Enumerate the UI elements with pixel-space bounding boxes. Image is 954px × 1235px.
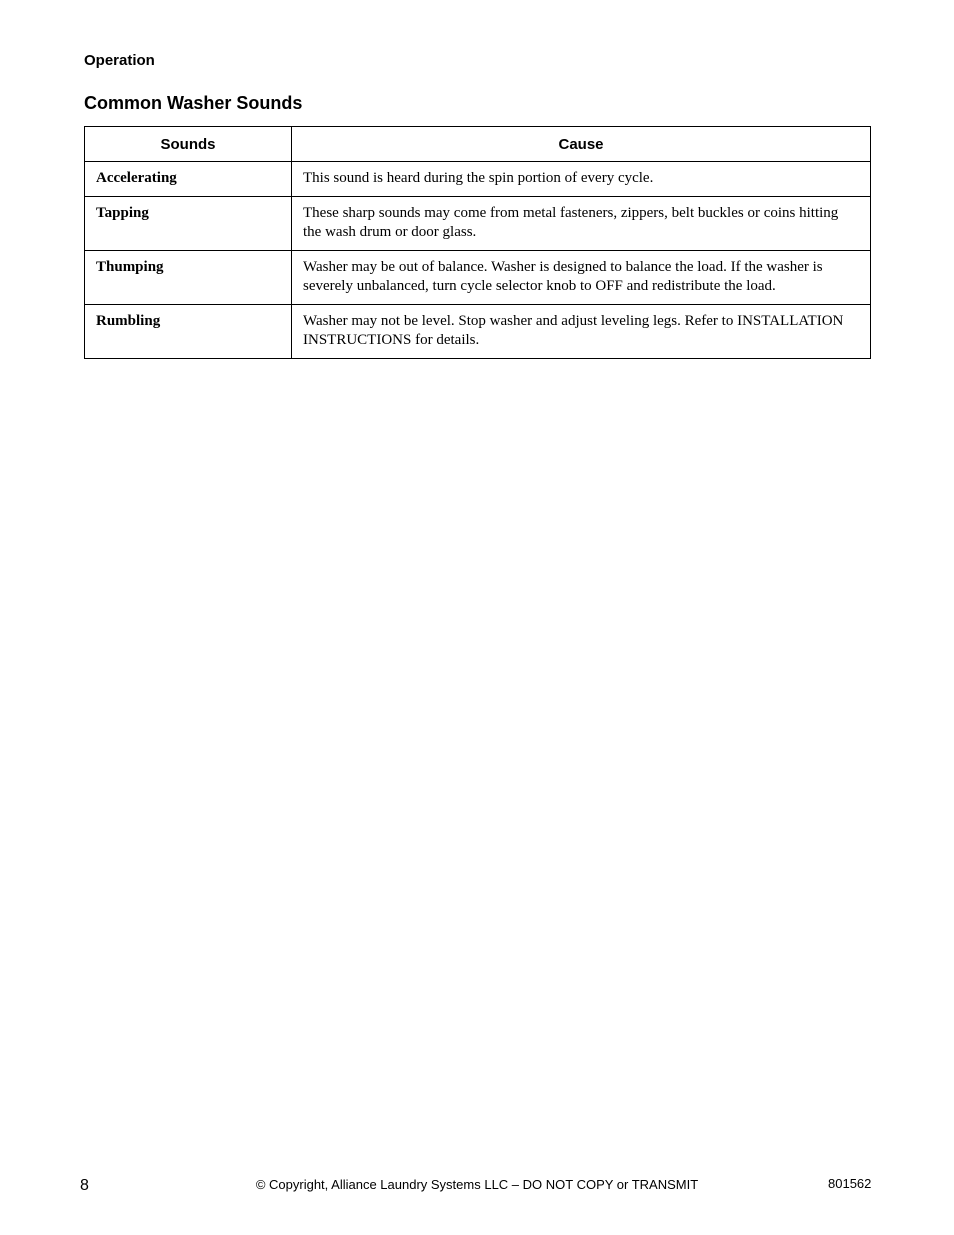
column-header-sounds: Sounds	[85, 127, 292, 162]
table-row	[85, 305, 871, 359]
table-header-row	[85, 127, 871, 162]
section-label: Operation	[84, 52, 155, 69]
sound-cause: Washer may not be level. Stop washer and adjust leveling legs. Refer to INSTALLATION INSTRUCTIONS for details.	[292, 305, 871, 359]
column-header-cause: Cause	[292, 127, 871, 162]
sound-cause: Washer may be out of balance. Washer is designed to balance the load. If the washer is severely unbalanced, turn cycle selector knob to OFF and redistribute the load.	[292, 251, 871, 305]
sound-cause: This sound is heard during the spin portion of every cycle.	[292, 162, 871, 197]
table-row	[85, 197, 871, 251]
washer-sounds-table	[84, 126, 871, 359]
page-title: Common Washer Sounds	[84, 93, 303, 113]
table-row	[85, 162, 871, 197]
sound-cause: These sharp sounds may come from metal fasteners, zippers, belt buckles or coins hitting the wash drum or door glass.	[292, 197, 871, 251]
sound-name: Thumping	[85, 251, 292, 305]
table-row	[85, 251, 871, 305]
sound-name: Rumbling	[85, 305, 292, 359]
sound-name: Tapping	[85, 197, 292, 251]
copyright-notice: © Copyright, Alliance Laundry Systems LLC – DO NOT COPY or TRANSMIT	[255, 1177, 699, 1192]
document-number: 801562	[828, 1176, 872, 1191]
sound-name: Accelerating	[85, 162, 292, 197]
page-number: 8	[80, 1177, 89, 1194]
